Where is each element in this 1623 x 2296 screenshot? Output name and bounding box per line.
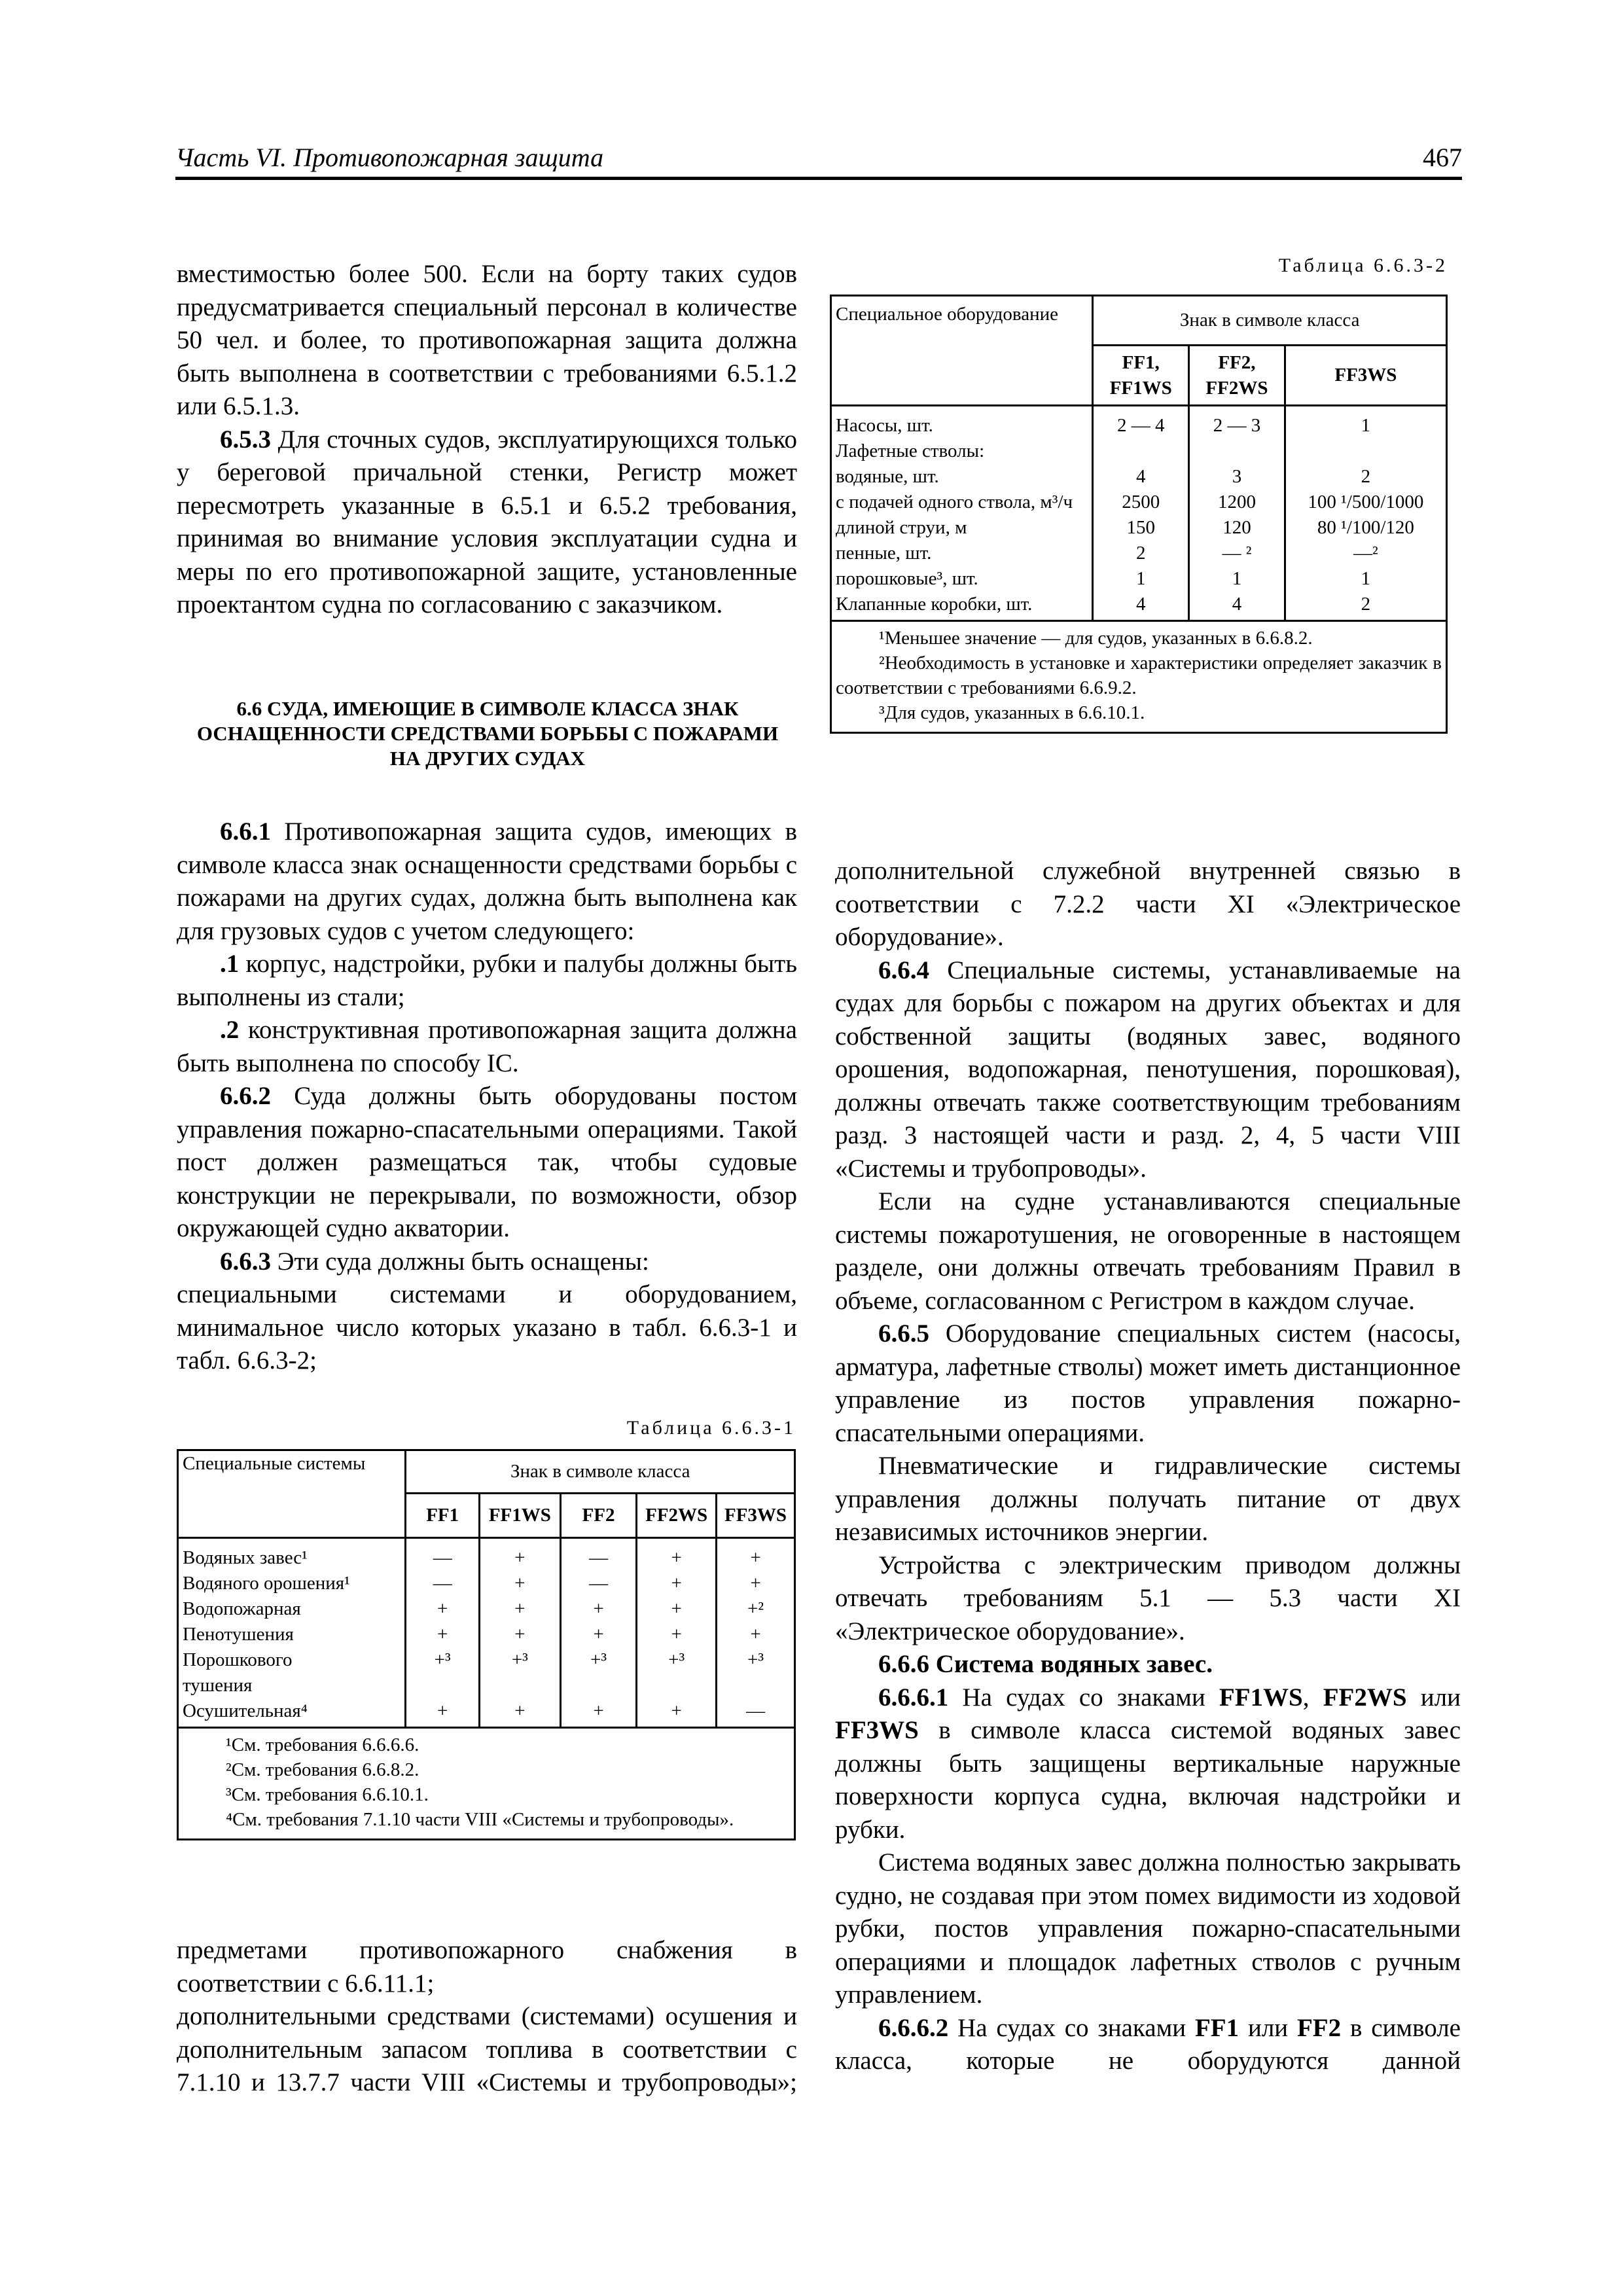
table-caption: Таблица 6.6.3-2 (1278, 255, 1448, 276)
class-mark-header: FF1 (406, 1494, 479, 1538)
paragraph (177, 816, 797, 948)
text: Суда должны быть оборудованы постом управления пожарно-спасательными операциями. Такой пост должен размещаться так, чтобы судовые конструкции не перекрывали, по возможности, обзор окружающей судно акватории. (177, 1082, 797, 1242)
class-mark-header: FF2, FF2WS (1189, 346, 1285, 406)
cell-value (479, 1673, 560, 1698)
paragraph (177, 1080, 797, 1246)
cell-value: — (406, 1571, 479, 1596)
cell-value: 4 (1093, 592, 1189, 621)
text: Эти суда должны быть оснащены: (271, 1247, 649, 1276)
cell-value: + (717, 1538, 795, 1571)
row-label: Насосы, шт. (831, 406, 1093, 439)
paragraph (835, 2012, 1461, 2078)
table-row (178, 1571, 795, 1596)
row-label: с подачей одного ствола, м³/ч (831, 490, 1093, 515)
paragraph (835, 1549, 1461, 1649)
table-row (831, 490, 1447, 515)
bold-text: 6.6.6 Система водяных завес. (878, 1650, 1213, 1678)
text: дополнительной служебной внутренней связью в соответствии с 7.2.2 части XI «Электрическое оборудование». (835, 857, 1461, 951)
row-label: пенные, шт. (831, 541, 1093, 566)
cell-value: 2 (1093, 541, 1189, 566)
table-row (831, 515, 1447, 541)
paragraph (177, 1246, 797, 1279)
paragraph (835, 954, 1461, 1186)
table-6-6-3-2 (830, 253, 1448, 734)
paragraph (835, 1318, 1461, 1450)
cell-value: 4 (1189, 592, 1285, 621)
bold-text: 6.6.6.1 (878, 1683, 949, 1712)
cell-value: + (479, 1698, 560, 1728)
cell-value: — (406, 1538, 479, 1571)
table-row (831, 541, 1447, 566)
cell-value: + (637, 1596, 717, 1622)
text: Для сточных судов, эксплуатирующихся только у береговой причальной стенки, Регистр может пересмотреть указанные в 6.5.1 и 6.5.2 требования, принимая во внимание условия эксплуатации судна и меры по его противопожарной защите, установленные проектантом судна по согласованию с заказчиком. (177, 425, 797, 619)
special-systems-table (177, 1449, 796, 1840)
left-top-text (177, 258, 797, 622)
paragraph (177, 1934, 797, 2000)
cell-value: 1 (1189, 566, 1285, 592)
table-row (831, 439, 1447, 464)
text: или (1239, 2013, 1297, 2042)
cell-value: + (406, 1698, 479, 1728)
text: Оборудование специальных систем (насосы, арматура, лафетные стволы) может иметь дистанционное управление из постов управления пожарно-спасательными операциями. (835, 1319, 1461, 1447)
cell-value: + (479, 1596, 560, 1622)
text: Пневматические и гидравлические системы управления должны получать питание от двух независимых источников энергии. (835, 1452, 1461, 1546)
table-row (178, 1647, 795, 1673)
row-label: длиной струи, м (831, 515, 1093, 541)
cell-value: 1 (1285, 406, 1446, 439)
text: Противопожарная защита судов, имеющих в символе класса знак оснащенности средствами борьбы с пожарами на других судах, должна быть выполнена как для грузовых судов с учетом следующего: (177, 817, 797, 945)
cell-value: +³ (406, 1647, 479, 1673)
paragraph (177, 1014, 797, 1080)
row-label: Водяных завес¹ (178, 1538, 406, 1571)
bold-text: 6.6.2 (220, 1082, 271, 1110)
cell-value: + (406, 1596, 479, 1622)
cell-value: + (637, 1538, 717, 1571)
section-heading (196, 696, 779, 771)
text: На судах со знаками (948, 1683, 1219, 1712)
table-row (831, 464, 1447, 490)
row-label: порошковые³, шт. (831, 566, 1093, 592)
cell-value (1285, 439, 1446, 464)
cell-value: +³ (560, 1647, 636, 1673)
footnote: ²Необходимость в установке и характеристики определяет заказчик в соответствии с требованиями 6.6.9.2. (836, 653, 1442, 698)
text: Устройства с электрическим приводом должны отвечать требованиям 5.1 — 5.3 части XI «Электрическое оборудование». (835, 1551, 1461, 1645)
cell-value: + (717, 1571, 795, 1596)
text: специальными системами и оборудованием, минимальное число которых указано в табл. 6.6.3-1 и табл. 6.6.3-2; (177, 1280, 797, 1374)
table-row (178, 1622, 795, 1647)
paragraph (177, 1278, 797, 1378)
left-mid-text (177, 816, 797, 1378)
footnote: ³См. требования 6.6.10.1. (226, 1784, 429, 1805)
row-label: Лафетные стволы: (831, 439, 1093, 464)
cell-value: 150 (1093, 515, 1189, 541)
cell-value: 1200 (1189, 490, 1285, 515)
paragraph (177, 423, 797, 622)
part-title: Часть VI. Противопожарная защита (175, 143, 604, 172)
paragraph (835, 1648, 1461, 1681)
cell-value: +³ (637, 1647, 717, 1673)
table-row (178, 1596, 795, 1622)
bold-text: FF1 (1194, 2013, 1240, 2042)
paragraph (177, 2000, 797, 2100)
cell-value: 2 (1285, 592, 1446, 621)
text: в символе класса системой водяных завес должны быть защищены вертикальные наружные поверхности корпуса судна, включая надстройки и рубки. (835, 1716, 1461, 1844)
cell-value: 80 ¹/100/120 (1285, 515, 1446, 541)
row-label: Осушительная⁴ (178, 1698, 406, 1728)
table-row (831, 406, 1447, 439)
cell-value: + (560, 1698, 636, 1728)
bold-text: 6.6.5 (878, 1319, 929, 1348)
bold-text: 6.5.3 (220, 425, 271, 454)
page-number: 467 (1423, 143, 1462, 172)
table-row (178, 1538, 795, 1571)
cell-value (637, 1673, 717, 1698)
col-header-systems: Специальные системы (178, 1450, 406, 1538)
bold-text: FF1WS (1219, 1683, 1303, 1712)
footnote: ⁴См. требования 7.1.10 части VIII «Системы и трубопроводы». (226, 1809, 734, 1830)
text: дополнительными средствами (системами) осушения и дополнительным запасом топлива в соответствии с 7.1.10 и 13.7.7 части VIII «Системы и трубопроводы»; (177, 2002, 797, 2096)
cell-value: + (479, 1622, 560, 1647)
running-header (175, 139, 1462, 180)
cell-value: 3 (1189, 464, 1285, 490)
bold-text: .1 (220, 950, 240, 978)
cell-value: — (560, 1571, 636, 1596)
col-header-group: Знак в символе класса (406, 1450, 795, 1494)
cell-value: +³ (717, 1647, 795, 1673)
right-text (835, 855, 1461, 2078)
text: вместимостью более 500. Если на борту таких судов предусматривается специальный персонал в количестве 50 чел. и более, то противопожарная защита должна быть выполнена в соответствии с требованиями 6.5.1.2 или 6.5.1.3. (177, 260, 797, 420)
cell-value: —² (1285, 541, 1446, 566)
class-mark-header: FF1, FF1WS (1093, 346, 1189, 406)
paragraph (835, 1185, 1461, 1318)
paragraph (835, 855, 1461, 954)
cell-value: 100 ¹/500/1000 (1285, 490, 1446, 515)
cell-value: — (560, 1538, 636, 1571)
table-row (831, 566, 1447, 592)
class-mark-header: FF2WS (637, 1494, 717, 1538)
cell-value: + (560, 1596, 636, 1622)
footnote: ³Для судов, указанных в 6.6.10.1. (879, 702, 1145, 723)
special-equipment-table (830, 295, 1448, 734)
cell-value: + (479, 1538, 560, 1571)
text: Если на судне устанавливаются специальные системы пожаротушения, не оговоренные в настоящем разделе, они должны отвечать требованиям Правил в объеме, согласованном с Регистром в каждом случае. (835, 1187, 1461, 1315)
cell-value: 2500 (1093, 490, 1189, 515)
cell-value (1189, 439, 1285, 464)
text: или (1406, 1683, 1461, 1712)
cell-value: 1 (1285, 566, 1446, 592)
paragraph (177, 258, 797, 423)
paragraph (835, 1681, 1461, 1847)
cell-value: + (637, 1571, 717, 1596)
bold-text: FF3WS (835, 1716, 919, 1744)
table-row (831, 592, 1447, 621)
text: конструктивная противопожарная защита должна быть выполнена по способу IC. (177, 1016, 797, 1077)
bold-text: 6.6.4 (878, 956, 929, 984)
cell-value: 2 — 3 (1189, 406, 1285, 439)
bold-text: FF2 (1296, 2013, 1342, 2042)
table-6-6-3-1 (177, 1415, 796, 1840)
cell-value (1093, 439, 1189, 464)
text: Система водяных завес должна полностью закрывать судно, не создавая при этом помех видимости из ходовой рубки, постов управления пожарно-спасательными операциями и площадок лафетных стволов с ручным управлением. (835, 1848, 1461, 2009)
row-label: Пенотушения (178, 1622, 406, 1647)
paragraph (177, 948, 797, 1014)
text: в символе класса, которые не оборудуются данной (835, 2013, 1461, 2075)
cell-value: — (717, 1698, 795, 1728)
col-header-group: Знак в символе класса (1093, 296, 1447, 346)
cell-value: + (479, 1571, 560, 1596)
cell-value: 2 (1285, 464, 1446, 490)
cell-value: — ² (1189, 541, 1285, 566)
text: На судах со знаками (948, 2013, 1195, 2042)
row-label: Водяного орошения¹ (178, 1571, 406, 1596)
section-6-6-heading: 6.6 СУДА, ИМЕЮЩИЕ В СИМВОЛЕ КЛАССА ЗНАК ОСНАЩЕННОСТИ СРЕДСТВАМИ БОРЬБЫ С ПОЖАРАМИ НА ДРУГИХ СУДАХ (196, 697, 779, 770)
col-header-equipment: Специальное оборудование (831, 296, 1093, 406)
row-label: Порошкового (178, 1647, 406, 1673)
text: предметами противопожарного снабжения в соответствии с 6.6.11.1; (177, 1936, 797, 1998)
text: корпус, надстройки, рубки и палубы должны быть выполнены из стали; (177, 950, 797, 1011)
cell-value: 4 (1093, 464, 1189, 490)
class-mark-header: FF3WS (717, 1494, 795, 1538)
text: , (1302, 1683, 1323, 1712)
bold-text: .2 (220, 1016, 240, 1044)
cell-value: + (717, 1622, 795, 1647)
class-mark-header: FF2 (560, 1494, 636, 1538)
left-bottom-text (177, 1934, 797, 2100)
cell-value: 120 (1189, 515, 1285, 541)
text: Специальные системы, устанавливаемые на судах для борьбы с пожаром на других объектах и для собственной защиты (водяных завес, водяного орошения, водопожарная, пенотушения, порошковая), должны отвечать также соответствующим требованиям разд. 3 настоящей части и разд. 2, 4, 5 части VIII «Системы и трубопроводы». (835, 956, 1461, 1183)
bold-text: 6.6.6.2 (878, 2013, 949, 2042)
cell-value: 1 (1093, 566, 1189, 592)
row-label: водяные, шт. (831, 464, 1093, 490)
row-label: Водопожарная (178, 1596, 406, 1622)
cell-value: +² (717, 1596, 795, 1622)
cell-value (717, 1673, 795, 1698)
footnote: ¹Меньшее значение — для судов, указанных в 6.6.8.2. (879, 628, 1313, 649)
cell-value: + (637, 1622, 717, 1647)
row-label: тушения (178, 1673, 406, 1698)
cell-value: + (406, 1622, 479, 1647)
cell-value: 2 — 4 (1093, 406, 1189, 439)
cell-value: + (560, 1622, 636, 1647)
bold-text: FF2WS (1323, 1683, 1407, 1712)
row-label: Клапанные коробки, шт. (831, 592, 1093, 621)
class-mark-header: FF1WS (479, 1494, 560, 1538)
paragraph (835, 1450, 1461, 1549)
footnote: ¹См. требования 6.6.6.6. (226, 1734, 419, 1755)
paragraph (835, 1846, 1461, 2012)
cell-value: +³ (479, 1647, 560, 1673)
table-row (178, 1698, 795, 1728)
cell-value (560, 1673, 636, 1698)
cell-value: + (637, 1698, 717, 1728)
footnote: ²См. требования 6.6.8.2. (226, 1759, 419, 1780)
bold-text: 6.6.1 (220, 817, 271, 846)
table-row (178, 1673, 795, 1698)
bold-text: 6.6.3 (220, 1247, 271, 1276)
table-caption: Таблица 6.6.3-1 (626, 1417, 796, 1439)
class-mark-header: FF3WS (1285, 346, 1446, 406)
cell-value (406, 1673, 479, 1698)
